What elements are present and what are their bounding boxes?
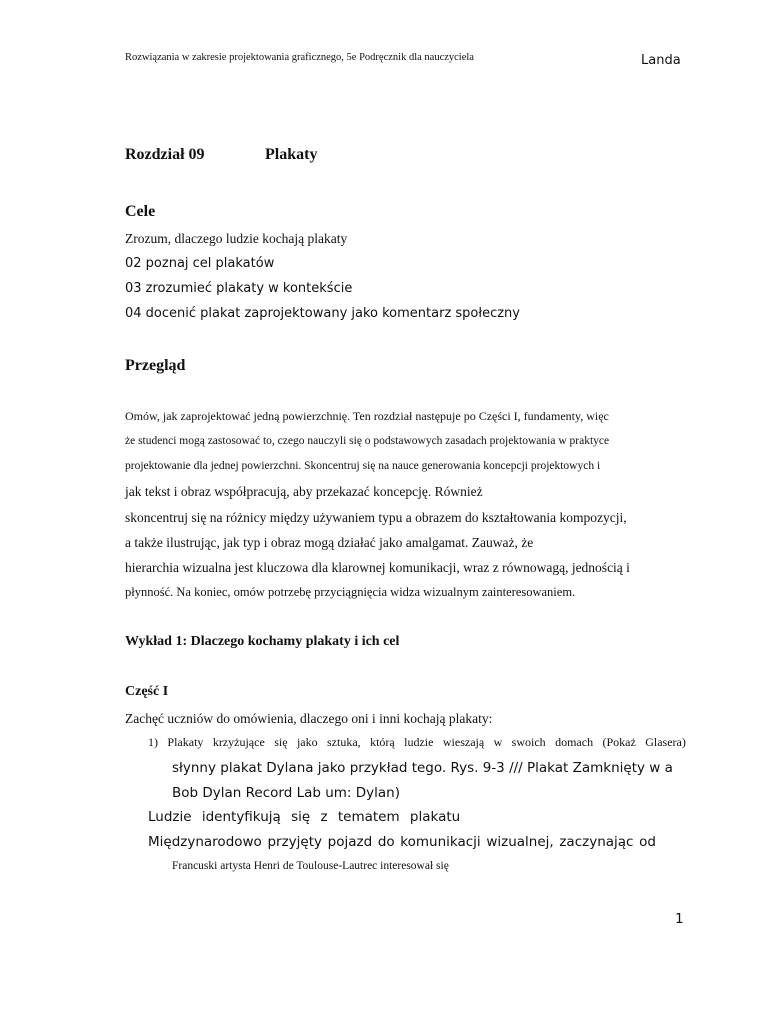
page-number: 1 [675,911,684,927]
body-line: Ludzie identyfikują się z tematem plakatu [148,809,461,825]
list-item-continuation: słynny plakat Dylana jako przykład tego. Rys. 9-3 /// Plakat Zamknięty w a [172,760,673,776]
body-word: zaczynając [559,834,634,850]
list-word: krzyżujące [212,735,265,749]
overview-line: że studenci mogą zastosować to, czego nauczyli się o podstawowych zasadach projektowania w praktyce [125,435,610,447]
overview-line: płynność. Na koniec, omów potrzebę przyciągnięcia widza wizualnym zainteresowaniem. [125,585,576,599]
body-word: od [639,834,656,850]
body-word: wizualnej, [486,834,554,850]
overview-line: jak tekst i obraz współpracują, aby przekazać koncepcję. Również [125,484,483,499]
body-line: Francuski artysta Henri de Toulouse-Lautrec interesował się [172,860,449,872]
list-word: ludzie [404,735,434,749]
overview-heading: Przegląd [125,357,186,374]
chapter-number: Rozdział 09 [125,146,205,163]
chapter-heading [125,146,317,164]
list-word: w [493,735,503,749]
running-header-title: Rozwiązania w zakresie projektowania graficznego, 5e Podręcznik dla nauczyciela [125,52,474,63]
overview-line: Omów, jak zaprojektować jedną powierzchnię. Ten rozdział następuje po Części I, fundamenty, więc [125,409,609,423]
body-word: przyjęty [267,834,323,850]
goal-item: 02 poznaj cel plakatów [125,256,275,271]
part-intro: Zachęć uczniów do omówienia, dlaczego oni i inni kochają plakaty: [125,711,493,726]
lecture-heading: Wykład 1: Dlaczego kochamy plakaty i ich cel [125,634,400,649]
overview-line: skoncentruj się na różnicy między używaniem typu a obrazem do kształtowania kompozycji, [125,510,627,525]
overview-line: projektowanie dla jednej powierzchni. Skoncentruj się na nauce generowania koncepcji projektowych i [125,460,601,472]
list-word: którą [370,735,395,749]
overview-line: a także ilustrując, jak typ i obraz mogą działać jako amalgamat. Zauważ, że [125,535,534,550]
list-item-continuation: Bob Dylan Record Lab um: Dylan) [172,785,401,801]
list-word: sztuka, [327,735,361,749]
body-word: komunikacji [400,834,481,850]
goal-item: 03 zrozumieć plakaty w kontekście [125,281,353,296]
list-word: domach [555,735,594,749]
list-word: Glasera) [645,735,686,749]
list-word: swoich [511,735,546,749]
running-header-author: Landa [641,53,681,68]
list-word: się [274,735,288,749]
list-word: jako [296,735,318,749]
goal-item: 04 docenić plakat zaprojektowany jako komentarz społeczny [125,306,520,321]
overview-line: hierarchia wizualna jest kluczowa dla klarownej komunikacji, wraz z równowagą, jednością i [125,560,630,575]
list-item-justified [148,735,686,750]
chapter-title: Plakaty [265,146,318,163]
list-word: wieszają [442,735,485,749]
body-line-justified [148,834,656,850]
body-word: do [377,834,395,850]
list-word: (Pokaż [602,735,636,749]
list-word: 1) [148,735,158,749]
body-word: Międzynarodowo [148,834,262,850]
goals-heading: Cele [125,203,156,220]
part-heading: Część I [125,684,169,699]
goal-item: Zrozum, dlaczego ludzie kochają plakaty [125,231,348,246]
body-word: pojazd [327,834,373,850]
list-word: Plakaty [167,735,204,749]
